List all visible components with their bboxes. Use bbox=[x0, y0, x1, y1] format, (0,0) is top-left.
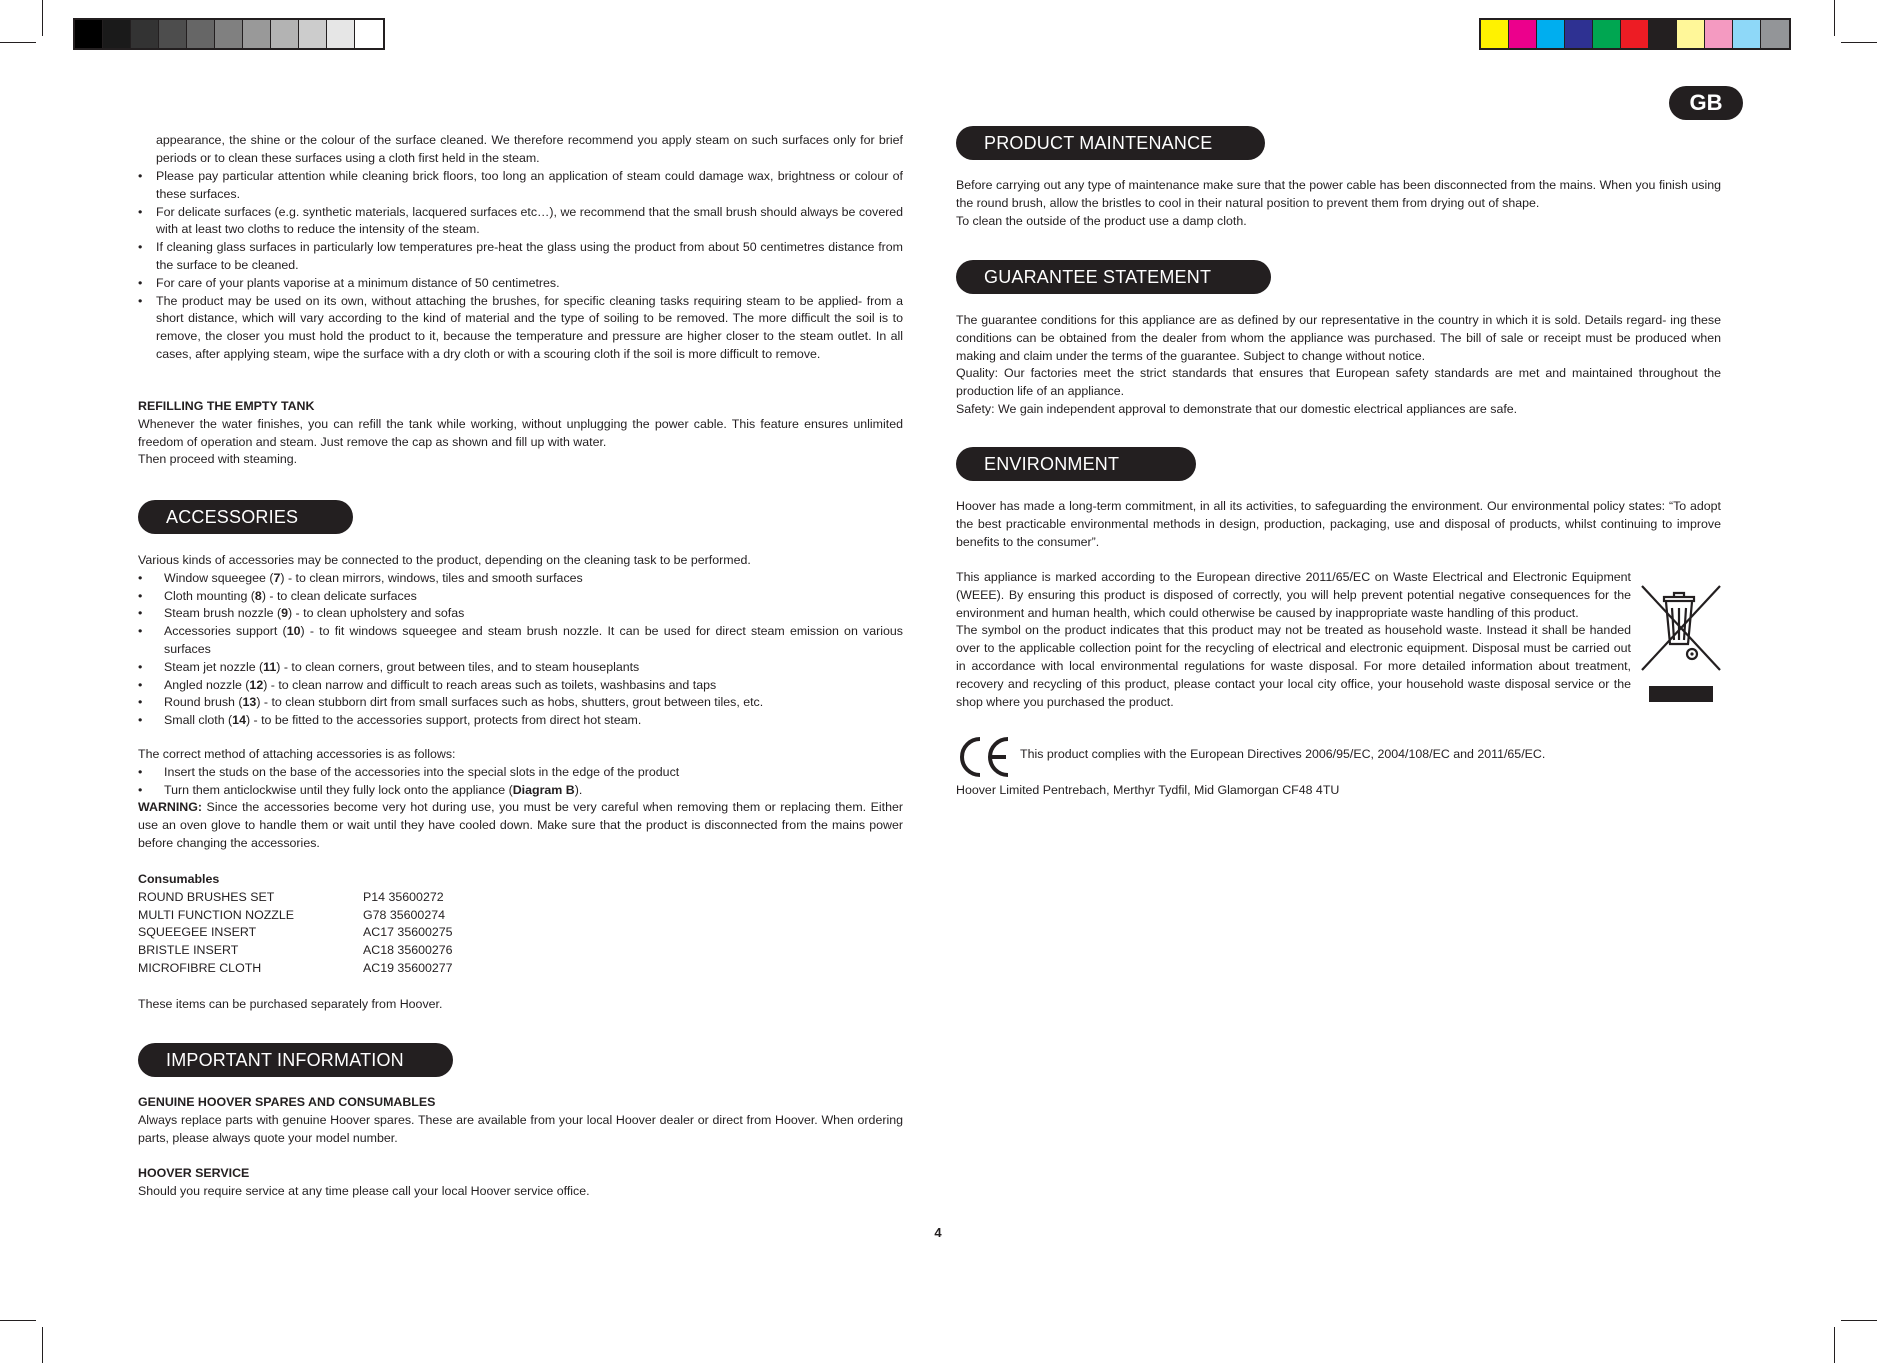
refilling-heading: REFILLING THE EMPTY TANK bbox=[138, 399, 315, 413]
accessory-item: • Small cloth (14) - to be fitted to the accessories support, protects from direct hot steam. bbox=[138, 712, 903, 730]
environment-heading-label: ENVIRONMENT bbox=[984, 454, 1120, 474]
consumable-name: SQUEEGEE INSERT bbox=[138, 925, 257, 940]
ce-text: This product complies with the European Directives 2006/95/EC, 2004/108/EC and 2011/65/EC. bbox=[1020, 747, 1546, 761]
consumable-row bbox=[138, 924, 453, 942]
gray-calibration-bar bbox=[73, 18, 385, 50]
accessory-number: 10 bbox=[286, 624, 301, 639]
calibration-swatch bbox=[1649, 20, 1677, 48]
consumable-row bbox=[138, 960, 453, 978]
consumable-row bbox=[138, 942, 453, 960]
consumable-row bbox=[138, 889, 453, 907]
refilling-text-2: Then proceed with steaming. bbox=[138, 452, 298, 467]
maintenance-text: Before carrying out any type of maintenance make sure that the power cable has been disconnected from the mains. When you finish using the round brush, allow the bristles to cool in their natural position to prevent them from drying out of shape. bbox=[956, 178, 1721, 210]
guarantee-text: The guarantee conditions for this appliance are as defined by our representative in the country in which it is sold. Details regard- ing these conditions can be obtained from the dealer from whom the appliance was purchased. The bill of sale or receipt must be produced when making and claim under the terms of the guarantee. Subject to change without notice. bbox=[956, 313, 1721, 363]
environment-text: Hoover has made a long-term commitment, in all its activities, to safeguarding the environment. Our environmental policy states: “To adopt the best practicable environmental methods in design, production, packaging, use and disposal of products, whilst continuing to improve benefits to the consumer”. bbox=[956, 499, 1721, 549]
calibration-swatch bbox=[299, 20, 327, 48]
intro-bullet: • For care of your plants vaporise at a minimum distance of 50 centimetres. bbox=[138, 275, 903, 293]
consumables-section bbox=[138, 871, 903, 1013]
consumables-note: These items can be purchased separately from Hoover. bbox=[138, 996, 443, 1011]
accessory-number: 14 bbox=[232, 713, 246, 728]
important-heading-label: IMPORTANT INFORMATION bbox=[166, 1050, 404, 1070]
calibration-swatch bbox=[75, 20, 103, 48]
refilling-text: Whenever the water finishes, you can refill the tank while working, without unplugging the power cable. This feature ensures unlimited freedom of operation and steam. Just remove the cap as shown and fill up with water. bbox=[138, 416, 903, 449]
accessory-item: • Cloth mounting (8) - to clean delicate surfaces bbox=[138, 588, 903, 606]
warning-paragraph bbox=[138, 799, 903, 852]
accessory-item: • Steam jet nozzle (11) - to clean corners, grout between tiles, and to steam houseplants bbox=[138, 659, 903, 677]
environment-section bbox=[956, 498, 1721, 551]
consumables-table bbox=[138, 889, 453, 978]
environment-heading bbox=[956, 447, 1196, 481]
calibration-swatch bbox=[215, 20, 243, 48]
accessories-heading-label: ACCESSORIES bbox=[166, 507, 299, 527]
calibration-swatch bbox=[1705, 20, 1733, 48]
attach-section bbox=[138, 746, 903, 853]
accessory-number: 11 bbox=[263, 659, 277, 674]
guarantee-heading-label: GUARANTEE STATEMENT bbox=[984, 267, 1212, 287]
consumable-code: P14 35600272 bbox=[363, 889, 444, 904]
weee-bin-icon bbox=[1640, 584, 1722, 674]
attach-step: • Insert the studs on the base of the accessories into the special slots in the edge of the product bbox=[138, 764, 903, 782]
intro-bullet: • For delicate surfaces (e.g. synthetic materials, lacquered surfaces etc…), we recommend that the small brush should always be covered with at least two cloths to reduce the intensity of the steam. bbox=[138, 204, 903, 240]
calibration-swatch bbox=[355, 20, 383, 48]
calibration-swatch bbox=[1761, 20, 1789, 48]
guarantee-section bbox=[956, 312, 1721, 419]
accessories-intro: Various kinds of accessories may be connected to the product, depending on the cleaning task to be performed. bbox=[138, 553, 751, 567]
weee-section bbox=[956, 569, 1631, 711]
weee-bar bbox=[1649, 686, 1713, 702]
calibration-swatch bbox=[103, 20, 131, 48]
guarantee-statement-heading bbox=[956, 260, 1271, 294]
quality-text: Quality: Our factories meet the strict standards that ensures that European safety standards are met and maintained throughout the production life of an appliance. bbox=[956, 366, 1721, 399]
calibration-swatch bbox=[1565, 20, 1593, 48]
maintenance-heading-label: PRODUCT MAINTENANCE bbox=[984, 133, 1213, 153]
consumable-name: MULTI FUNCTION NOZZLE bbox=[138, 907, 295, 922]
maintenance-section bbox=[956, 177, 1721, 230]
weee-text: This appliance is marked according to the European directive 2011/65/EC on Waste Electrical and Electronic Equipment (WEEE). By ensuring this product is disposed of correctly, you will help prevent potential negative consequences for the environment and human health, which could otherwise be caused by inappropriate waste handling of this product. bbox=[956, 570, 1631, 620]
consumable-code: AC18 35600276 bbox=[363, 943, 453, 958]
service-text: Should you require service at any time please call your local Hoover service office. bbox=[138, 1183, 590, 1198]
safety-text: Safety: We gain independent approval to demonstrate that our domestic electrical appliances are safe. bbox=[956, 401, 1518, 416]
spares-text: Always replace parts with genuine Hoover spares. These are available from your local Hoover dealer or direct from Hoover. When ordering parts, please always quote your model number. bbox=[138, 1112, 903, 1145]
calibration-swatch bbox=[1537, 20, 1565, 48]
warning-text: Since the accessories become very hot during use, you must be very careful when removing them or replacing them. Either use an oven glove to handle them or wait until they have cooled down. Make sure that the product is disconnected from the mains power before changing the accessories. bbox=[138, 800, 903, 850]
calibration-swatch bbox=[243, 20, 271, 48]
important-information-heading bbox=[138, 1043, 453, 1077]
crop-mark bbox=[1841, 1320, 1877, 1321]
spares-heading: GENUINE HOOVER SPARES AND CONSUMABLES bbox=[138, 1095, 436, 1109]
accessory-number: 9 bbox=[281, 606, 288, 621]
address-text: Hoover Limited Pentrebach, Merthyr Tydfil, Mid Glamorgan CF48 4TU bbox=[956, 783, 1340, 797]
crop-mark bbox=[1834, 0, 1835, 36]
crop-mark bbox=[1841, 42, 1877, 43]
page-number: 4 bbox=[934, 1225, 942, 1240]
accessory-item: • Steam brush nozzle (9) - to clean upholstery and sofas bbox=[138, 605, 903, 623]
accessory-number: 13 bbox=[242, 695, 257, 710]
accessory-item: • Angled nozzle (12) - to clean narrow and difficult to reach areas such as toilets, washbasins and taps bbox=[138, 677, 903, 695]
ce-mark-icon bbox=[956, 736, 1012, 778]
diagram-reference: Diagram B bbox=[512, 782, 575, 797]
intro-bullet-list bbox=[138, 168, 903, 364]
intro-bullet: • If cleaning glass surfaces in particularly low temperatures pre-heat the glass using the product from about 50 centimetres distance from the surface to be cleaned. bbox=[138, 239, 903, 275]
calibration-swatch bbox=[271, 20, 299, 48]
consumables-heading: Consumables bbox=[138, 872, 220, 886]
intro-continuation: appearance, the shine or the colour of the surface cleaned. We therefore recommend you apply steam on such surfaces only for brief periods or to clean these surfaces using a cloth first held in the steam. bbox=[156, 133, 903, 165]
accessories-section bbox=[138, 552, 903, 730]
crop-mark bbox=[1834, 1327, 1835, 1363]
crop-mark bbox=[42, 1327, 43, 1363]
crop-mark bbox=[0, 1320, 36, 1321]
service-heading: HOOVER SERVICE bbox=[138, 1166, 250, 1181]
accessory-number: 8 bbox=[254, 588, 262, 603]
ce-statement bbox=[1020, 746, 1720, 764]
color-calibration-bar bbox=[1479, 18, 1791, 50]
consumable-code: G78 35600274 bbox=[363, 907, 445, 922]
attach-intro: The correct method of attaching accessories is as follows: bbox=[138, 747, 456, 761]
accessory-item: • Window squeegee (7) - to clean mirrors, windows, tiles and smooth surfaces bbox=[138, 570, 903, 588]
accessory-item: • Accessories support (10) - to fit windows squeegee and steam brush nozzle. It can be used for direct steam emission on various surfaces bbox=[138, 623, 903, 659]
language-badge: GB bbox=[1669, 86, 1743, 120]
product-maintenance-heading bbox=[956, 126, 1265, 160]
refilling-section bbox=[138, 398, 903, 469]
consumable-name: ROUND BRUSHES SET bbox=[138, 889, 275, 904]
calibration-swatch bbox=[159, 20, 187, 48]
consumable-name: BRISTLE INSERT bbox=[138, 943, 239, 958]
consumable-code: AC19 35600277 bbox=[363, 960, 453, 975]
calibration-swatch bbox=[1733, 20, 1761, 48]
calibration-swatch bbox=[1593, 20, 1621, 48]
consumable-name: MICROFIBRE CLOTH bbox=[138, 960, 262, 975]
attach-steps bbox=[138, 764, 903, 800]
consumable-row bbox=[138, 907, 453, 925]
maintenance-text-2: To clean the outside of the product use a damp cloth. bbox=[956, 213, 1247, 228]
calibration-swatch bbox=[1621, 20, 1649, 48]
calibration-swatch bbox=[1509, 20, 1537, 48]
consumable-code: AC17 35600275 bbox=[363, 925, 453, 940]
weee-text-2: The symbol on the product indicates that this product may not be treated as household waste. Instead it shall be handed over to the applicable collection point for the recycling of electrical and electronic equipment. Disposal must be carried out in accordance with local environmental regulations for waste disposal. For more detailed information about treatment, recovery and recycling of this product, please contact your local city office, your household waste disposal service or the shop where you purchased the product. bbox=[956, 623, 1631, 709]
calibration-swatch bbox=[131, 20, 159, 48]
attach-step: • Turn them anticlockwise until they fully lock onto the appliance (Diagram B). bbox=[138, 782, 903, 800]
intro-bullet: • The product may be used on its own, without attaching the brushes, for specific cleaning tasks requiring steam to be applied- from a short distance, which will vary according to the kind of material and the type of soiling to be removed. The more difficult the soil is to remove, the closer you must hold the product to it, because the temperature and pressure are higher closer to the steam outlet. In all cases, after applying steam, wipe the surface with a dry cloth or with a scouring cloth if the soil is more difficult to remove. bbox=[138, 293, 903, 364]
crop-mark bbox=[42, 0, 43, 36]
important-section bbox=[138, 1094, 903, 1201]
calibration-swatch bbox=[1481, 20, 1509, 48]
accessories-heading bbox=[138, 500, 353, 534]
warning-label: WARNING: bbox=[138, 800, 203, 815]
accessory-number: 12 bbox=[249, 677, 264, 692]
calibration-swatch bbox=[187, 20, 215, 48]
accessories-list bbox=[138, 570, 903, 730]
accessory-number: 7 bbox=[273, 570, 281, 585]
calibration-swatch bbox=[1677, 20, 1705, 48]
address-block bbox=[956, 782, 1721, 800]
intro-bullet: • Please pay particular attention while cleaning brick floors, too long an application of steam could damage wax, brightness or colour of these surfaces. bbox=[138, 168, 903, 204]
crop-mark bbox=[0, 42, 36, 43]
accessory-item: • Round brush (13) - to clean stubborn dirt from small surfaces such as hobs, shutters, grout between tiles, etc. bbox=[138, 694, 903, 712]
calibration-swatch bbox=[327, 20, 355, 48]
